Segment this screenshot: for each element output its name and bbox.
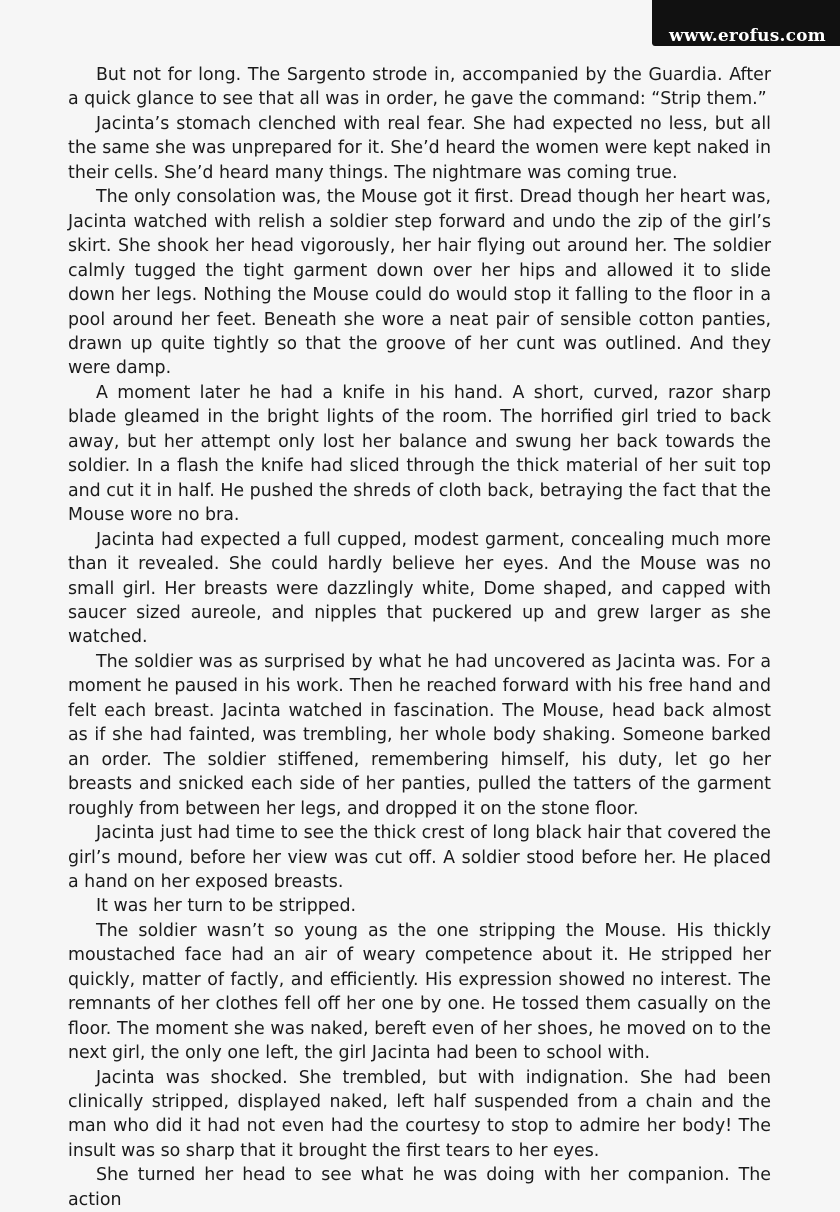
paragraph: Jacinta just had time to see the thick crest of long black hair that covered the girl’s mound, before her view was cut off. A soldier stood before her. He placed a hand on her exposed breasts.: [68, 823, 771, 892]
paragraph: It was her turn to be stripped.: [96, 896, 357, 917]
paragraph: The soldier was as surprised by what he had uncovered as Jacinta was. For a moment he paused in his work. Then he reached forward with his free hand and felt each breast. Jacinta watched in fascination. The Mouse, head back almost as if she had fainted, was trembling, her whole body shaking. Someone barked an order. The soldier stiffened, remembering himself, his duty, let go her breasts and snicked each side of her panties, pulled the tatters of the garment roughly from between her legs, and dropped it on the stone floor.: [68, 651, 771, 819]
story-text: [68, 63, 771, 1212]
paragraph: Jacinta’s stomach clenched with real fear. She had expected no less, but all the same she was unprepared for it. She’d heard the women were kept naked in their cells. She’d heard many things. The nightmare was coming true.: [68, 113, 771, 183]
paragraph: The only consolation was, the Mouse got it first. Dread though her heart was, Jacinta watched with relish a soldier step forward and undo the zip of the girl’s skirt. She shook her head vigorously, her hair flying out around her. The soldier calmly tugged the tight garment down over her hips and allowed it to slide down her legs. Nothing the Mouse could do would stop it falling to the floor in a pool around her feet. Beneath she wore a neat pair of sensible cotton panties, drawn up quite tightly so that the groove of her cunt was outlined. And they were damp.: [68, 187, 771, 379]
paragraph: The soldier wasn’t so young as the one stripping the Mouse. His thickly moustached face had an air of weary competence about it. He stripped her quickly, matter of factly, and efficiently. His expression showed no interest. The remnants of her clothes fell off her one by one. He tossed them casually on the floor. The moment she was naked, bereft even of her shoes, he moved on to the next girl, the only one left, the girl Jacinta had been to school with.: [68, 920, 771, 1064]
paragraph: But not for long. The Sargento strode in, accompanied by the Guardia. After a quick glance to see that all was in order, he gave the command: “Strip them.”: [68, 65, 771, 110]
paragraph: Jacinta had expected a full cupped, modest garment, concealing much more than it revealed. She could hardly believe her eyes. And the Mouse was no small girl. Her breasts were dazzlingly white, Dome shaped, and capped with saucer sized aureole, and nipples that puckered up and grew larger as she watched.: [68, 529, 771, 648]
watermark-text: www.erofus.com: [669, 26, 826, 46]
paragraph: She turned her head to see what he was doing with her companion. The action: [68, 1165, 771, 1210]
paragraph: Jacinta was shocked. She trembled, but with indignation. She had been clinically stripped, displayed naked, left half suspended from a chain and the man who did it had not even had the courtesy to stop to admire her body! The insult was so sharp that it brought the first tears to her eyes.: [68, 1067, 771, 1161]
paragraph: A moment later he had a knife in his hand. A short, curved, razor sharp blade gleamed in the bright lights of the room. The horrified girl tried to back away, but her attempt only lost her balance and swung her back towards the soldier. In a flash the knife had sliced through the thick material of her suit top and cut it in half. He pushed the shreds of cloth back, betraying the fact that the Mouse wore no bra.: [68, 382, 771, 526]
watermark-banner: [652, 0, 840, 46]
